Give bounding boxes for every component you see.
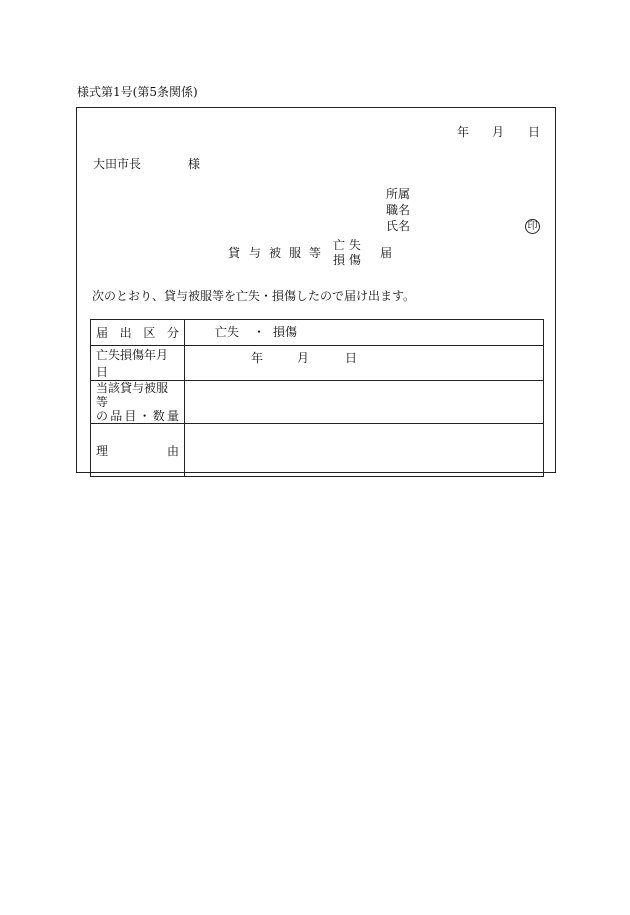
title-option-loss: 亡 失: [333, 238, 361, 252]
table-row-reason: [91, 424, 544, 477]
label-char: ・: [138, 409, 151, 423]
date-year-label: 年: [251, 351, 264, 365]
title-char-4: 服: [289, 246, 302, 260]
reporter-name-label: 氏名: [386, 219, 411, 233]
label-char: 出: [119, 326, 132, 340]
date-month-label: 月: [492, 125, 505, 139]
label-line-1: 当該貸与被服等: [96, 381, 169, 409]
label-char: 由: [166, 443, 179, 458]
value-loss-damage-date: [185, 346, 544, 381]
label-char: 分: [166, 326, 179, 340]
label-char: 区: [143, 326, 156, 340]
seal-mark: 印: [525, 219, 540, 234]
declaration-text: 次のとおり、貸与被服等を亡失・損傷したので届け出ます。: [92, 289, 416, 303]
label-char: の: [96, 409, 109, 423]
label-char: 理: [96, 443, 109, 458]
label-char: 品: [110, 409, 123, 423]
title-suffix: 届: [380, 246, 393, 260]
title-char-2: 与: [249, 246, 262, 260]
label-char: 目: [124, 409, 137, 423]
table-row-date: [91, 346, 544, 381]
label-items-quantity: [91, 381, 185, 424]
date-day-label: 日: [345, 351, 358, 365]
title-char-5: 等: [309, 246, 322, 260]
title-char-3: 被: [269, 246, 282, 260]
option-loss: 亡失: [215, 325, 240, 339]
title-option-damage: 損 傷: [333, 253, 361, 267]
value-items-quantity: [185, 381, 544, 424]
value-report-type: [185, 320, 544, 346]
report-table: [90, 319, 544, 477]
option-damage: 損傷: [273, 325, 298, 339]
title-char-1: 貸: [228, 246, 241, 260]
label-char: 届: [96, 326, 109, 340]
form-number: 様式第1号(第5条関係): [77, 85, 198, 99]
table-row-items: [91, 381, 544, 424]
label-report-type: [91, 320, 185, 346]
date-day-label: 日: [528, 125, 541, 139]
addressee-honorific: 様: [188, 157, 201, 171]
date-month-label: 月: [297, 351, 310, 365]
label-char: 数: [152, 409, 165, 423]
option-separator: ・: [253, 325, 266, 339]
value-reason: [185, 424, 544, 477]
label-loss-damage-date: 亡失損傷年月日: [91, 346, 185, 381]
addressee-name: 大田市長: [93, 157, 142, 171]
label-reason: [91, 424, 185, 477]
table-row-report-type: [91, 320, 544, 346]
date-year-label: 年: [457, 125, 470, 139]
reporter-position-label: 職名: [386, 203, 411, 217]
reporter-affiliation-label: 所属: [386, 187, 411, 201]
label-char: 量: [166, 409, 179, 423]
